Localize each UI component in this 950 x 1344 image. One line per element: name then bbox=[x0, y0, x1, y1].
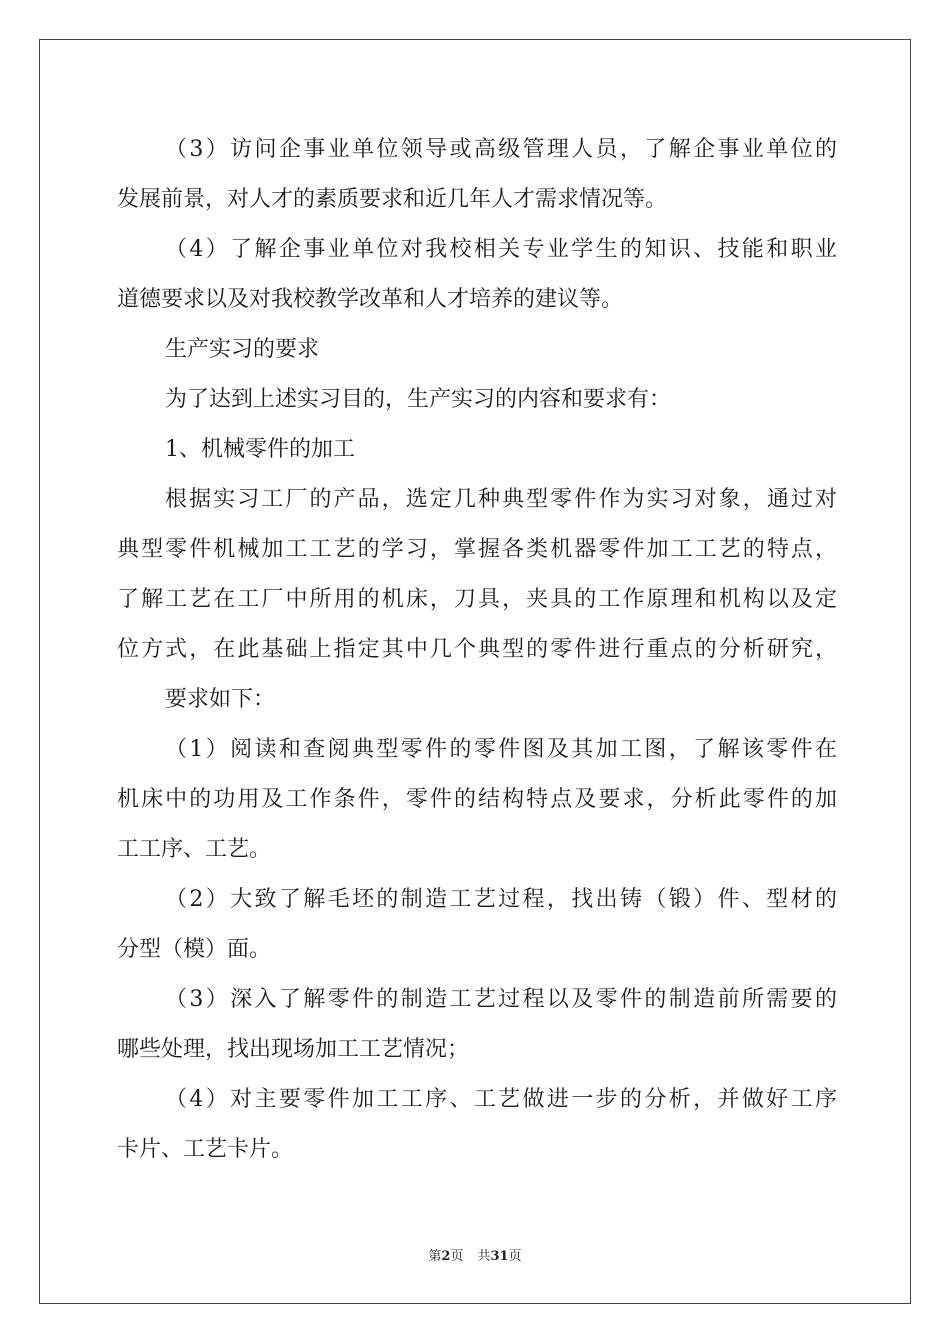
text-line: 要求如下： bbox=[165, 687, 276, 712]
total-page-count: 31 bbox=[490, 1249, 509, 1264]
text-line: 了解工艺在工厂中所用的机床，刀具，夹具的工作原理和机构以及定 bbox=[117, 587, 837, 612]
text-line: 为了达到上述实习目的，生产实习的内容和要求有： bbox=[165, 387, 672, 412]
current-page-number: 2 bbox=[441, 1249, 451, 1264]
text-line: （4）了解企事业单位对我校相关专业学生的知识、技能和职业 bbox=[165, 237, 837, 262]
document-body bbox=[117, 125, 837, 1175]
text-line: 生产实习的要求 bbox=[165, 337, 320, 362]
page-label-prefix: 第 bbox=[428, 1249, 442, 1264]
text-line: 位方式，在此基础上指定其中几个典型的零件进行重点的分析研究， bbox=[117, 637, 837, 662]
text-line: （3）访问企事业单位领导或高级管理人员，了解企事业单位的 bbox=[165, 137, 837, 162]
total-label-suffix: 页 bbox=[508, 1249, 522, 1264]
text-line: 典型零件机械加工工艺的学习，掌握各类机器零件加工工艺的特点， bbox=[117, 537, 837, 562]
text-line: 发展前景，对人才的素质要求和近几年人才需求情况等。 bbox=[117, 187, 668, 212]
text-line: 分型（模）面。 bbox=[117, 937, 272, 962]
text-line: （1）阅读和查阅典型零件的零件图及其加工图，了解该零件在 bbox=[165, 737, 837, 762]
text-line: （3）深入了解零件的制造工艺过程以及零件的制造前所需要的 bbox=[165, 987, 837, 1012]
text-line: （2）大致了解毛坯的制造工艺过程，找出铸（锻）件、型材的 bbox=[165, 887, 837, 912]
text-line: 根据实习工厂的产品，选定几种典型零件作为实习对象，通过对 bbox=[165, 487, 837, 512]
text-line: 工工序、工艺。 bbox=[117, 837, 272, 862]
total-label-prefix: 共 bbox=[477, 1249, 491, 1264]
page-label-suffix: 页 bbox=[450, 1249, 464, 1264]
text-line: 卡片、工艺卡片。 bbox=[117, 1137, 294, 1162]
text-line: 道德要求以及对我校教学改革和人才培养的建议等。 bbox=[117, 287, 624, 312]
page-footer bbox=[0, 1245, 950, 1264]
text-line: 1、机械零件的加工 bbox=[165, 437, 355, 462]
text-line: 机床中的功用及工作条件，零件的结构特点及要求，分析此零件的加 bbox=[117, 787, 837, 812]
text-line: 哪些处理，找出现场加工工艺情况； bbox=[117, 1037, 470, 1062]
text-line: （4）对主要零件加工工序、工艺做进一步的分析，并做好工序 bbox=[165, 1087, 837, 1112]
